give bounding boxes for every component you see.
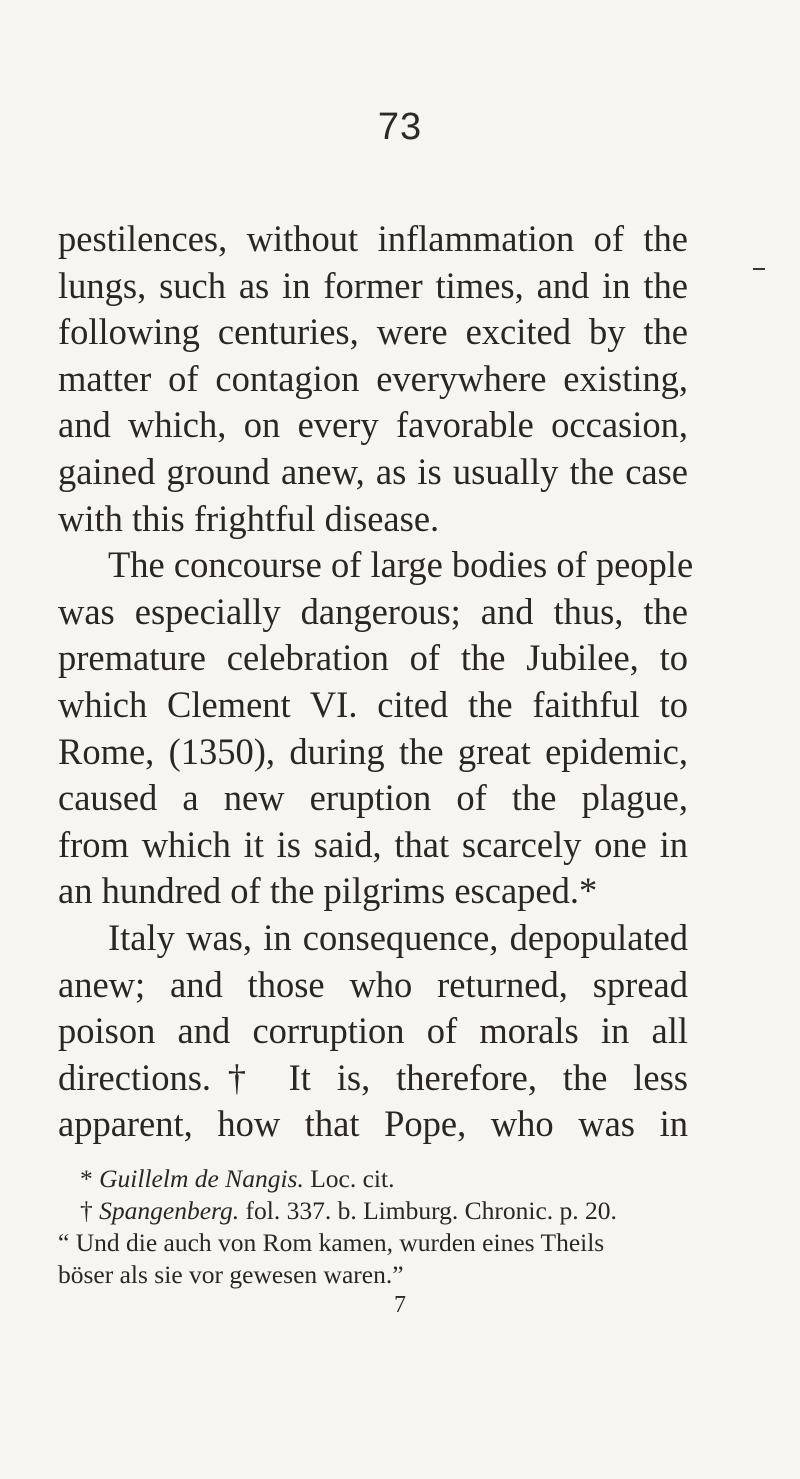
text-line: Rome, (1350), during the great epidemic,: [58, 730, 688, 772]
text-line: The concourse of large bodies of people: [108, 544, 694, 586]
margin-mark: [753, 268, 765, 270]
footnote-mark: *: [80, 1164, 93, 1193]
text-line: following centuries, were excited by the: [58, 311, 688, 353]
text-line: caused a new eruption of the plague,: [58, 777, 688, 819]
footnote-quote-line: böser als sie vor gewesen waren.”: [58, 1260, 404, 1289]
text-line: matter of contagion everywhere existing,: [58, 357, 688, 399]
footnotes: [58, 1163, 688, 1291]
text-line: lungs, such as in former times, and in the: [58, 264, 688, 306]
text-line: with this frightful disease.: [58, 497, 440, 539]
text-line: premature celebration of the Jubilee, to: [58, 637, 688, 679]
signature-mark: 7: [394, 1292, 406, 1318]
text-line: which Clement VI. cited the faithful to: [58, 683, 688, 725]
body-text: [58, 216, 694, 1148]
page-number: 73: [377, 106, 423, 148]
text-line: directions.† It is, therefore, the less: [58, 1056, 688, 1098]
footnote-author: Guillelm de Nangis.: [99, 1164, 304, 1193]
text-line: anew; and those who returned, spread: [58, 963, 688, 1005]
text-line: Italy was, in consequence, depopulated: [108, 916, 688, 958]
text-line: apparent, how that Pope, who was in: [58, 1103, 688, 1145]
text-line: gained ground anew, as is usually the case: [58, 450, 688, 492]
footnote-quote-line: “ Und die auch von Rom kamen, wurden eines Theils: [58, 1228, 605, 1257]
footnote-1: [58, 1163, 688, 1195]
text-line: and which, on every favorable occasion,: [58, 404, 688, 446]
footnote-citation: fol. 337. b. Limburg. Chronic. p. 20.: [239, 1196, 617, 1225]
text-line: pestilences, without inflammation of the: [58, 218, 688, 259]
text-line: from which it is said, that scarcely one in: [58, 823, 688, 865]
text-line: was especially dangerous; and thus, the: [58, 590, 688, 632]
text-line: poison and corruption of morals in all: [58, 1010, 688, 1052]
footnote-mark: †: [80, 1196, 93, 1225]
text-line: an hundred of the pilgrims escaped.*: [58, 870, 598, 912]
footnote-author: Spangenberg.: [99, 1196, 240, 1225]
footnote-citation: Loc. cit.: [303, 1164, 395, 1193]
footnote-2: [58, 1195, 688, 1227]
